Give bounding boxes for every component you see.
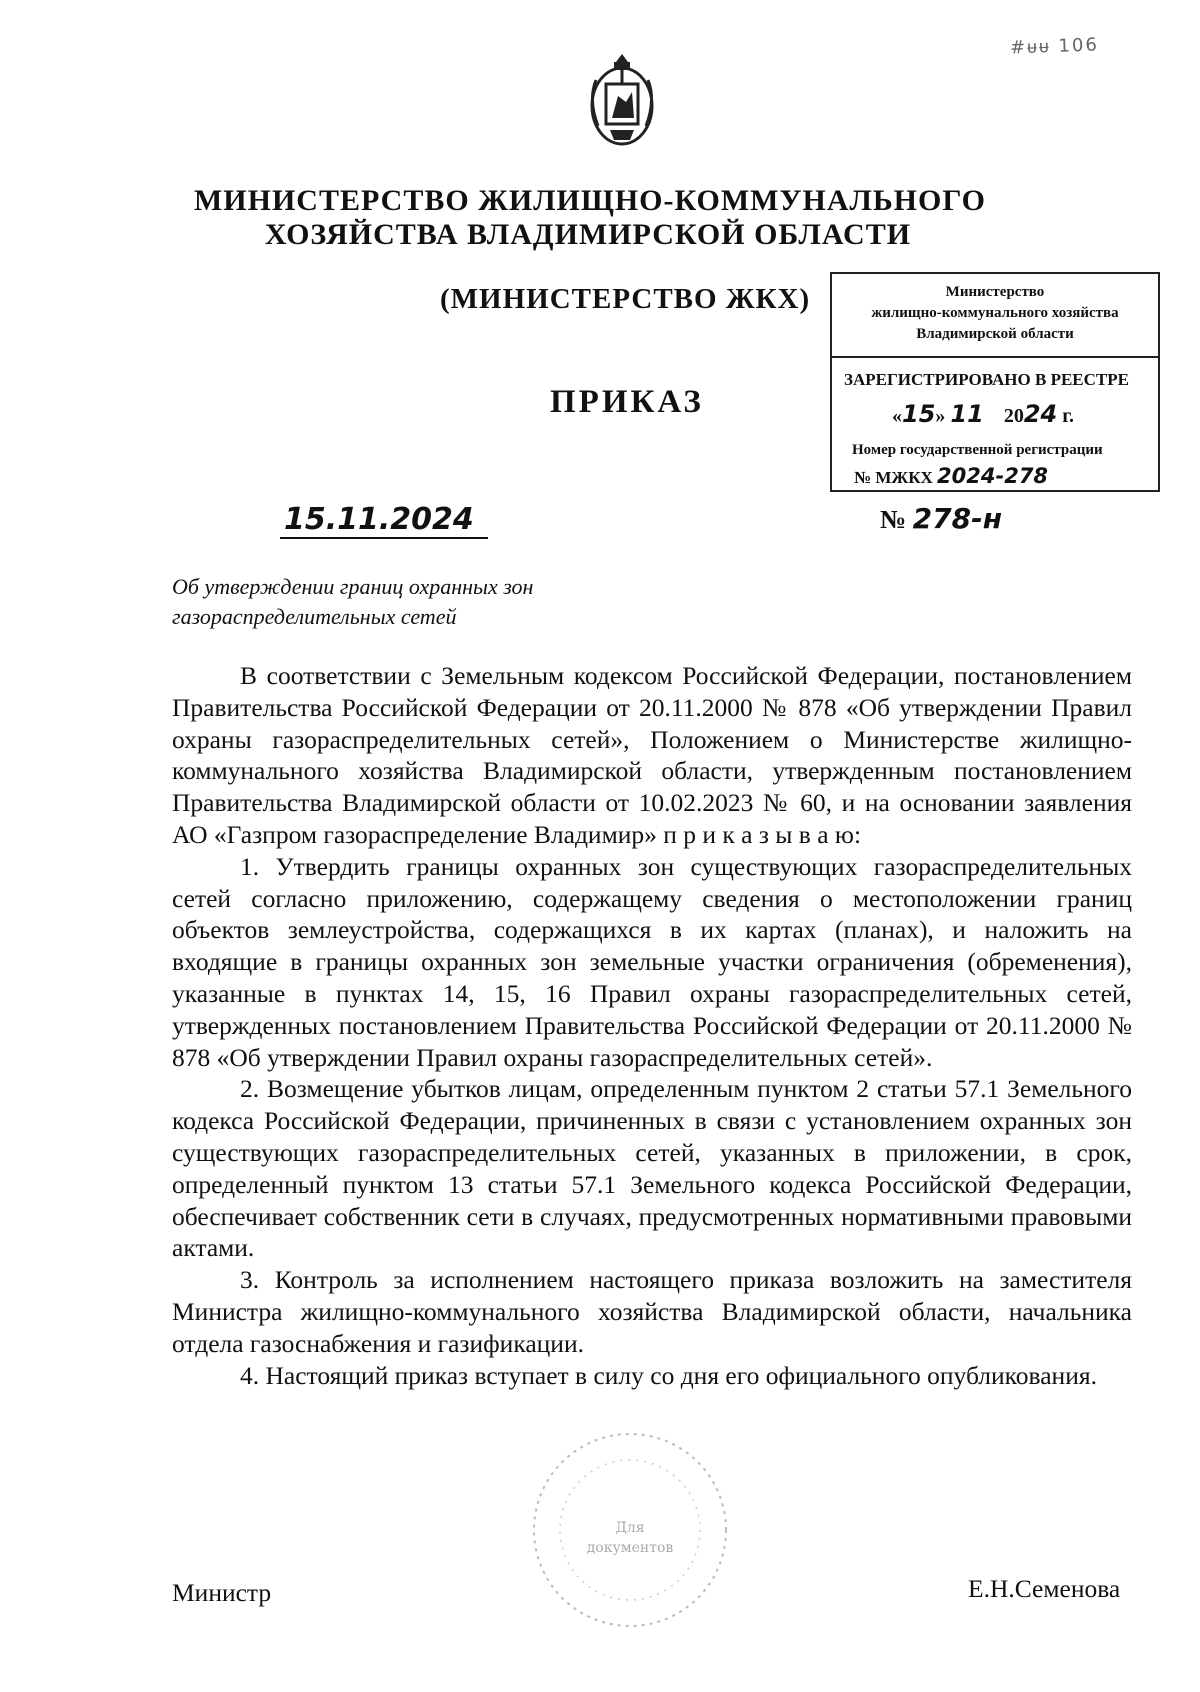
order-number-prefix: № [880, 505, 907, 534]
ministry-name-line1: МИНИСТЕРСТВО ЖИЛИЩНО-КОММУНАЛЬНОГО [193, 184, 987, 217]
handwritten-corner-mark: #ᵾᵾ 106 [1009, 34, 1100, 59]
registry-stamp-date: «15» 11 2024 г. [892, 400, 1075, 428]
coat-of-arms-emblem [586, 50, 658, 150]
document-type-title: ПРИКАЗ [550, 384, 704, 420]
order-item-1: 1. Утвердить границы охранных зон существующих газораспределительных сетей согласно приложению, содержащему сведения о местоположении границ объектов землеустройства, содержащихся в их картах (планах), и наложить на входящие в границы охранных зон земельные участки ограничения (обременения), указанные в пунктах 14, 15, 16 Правил охраны газораспределительных сетей, утвержденных постановлением Правительства Российской Федерации от 20.11.2000 № 878 «Об утверждении Правил охраны газораспределительных сетей». [172, 851, 1132, 1072]
order-body [172, 660, 1132, 1391]
registry-stamp-month: 11 [950, 400, 984, 428]
signatory-position: Министр [172, 1578, 272, 1607]
registry-stamp-year-unit: г. [1062, 405, 1075, 427]
registry-stamp-number [854, 464, 1048, 488]
order-item-3: 3. Контроль за исполнением настоящего приказа возложить на заместителя Министра жилищно-коммунального хозяйства Владимирской области, начальника отдела газоснабжения и газификации. [172, 1265, 1132, 1358]
registry-stamp-org-line2: жилищно-коммунального хозяйства [871, 305, 1119, 321]
ministry-short-name: (МИНИСТЕРСТВО ЖКХ) [440, 283, 811, 315]
order-item-4: 4. Настоящий приказ вступает в силу со дня его официального опубликования. [240, 1360, 1097, 1390]
signatory-name: Е.Н.Семенова [968, 1574, 1121, 1603]
order-subject-line2: газораспределительных сетей [172, 604, 457, 629]
registry-stamp [830, 272, 1160, 492]
order-number-value: 278-н [912, 502, 1003, 535]
registry-stamp-number-prefix: № МЖКХ [854, 468, 933, 487]
registry-stamp-number-value: 2024-278 [937, 464, 1049, 488]
order-date: 15.11.2024 [280, 502, 488, 539]
order-preamble: В соответствии с Земельным кодексом Российской Федерации, постановлением Правительства Российской Федерации от 20.11.2000 № 878 «Об утверждении Правил охраны газораспределительных сетей», Положением о Министерстве жилищно-коммунального хозяйства Владимирской области, утвержденным постановлением Правительства Владимирской области от 10.02.2023 № 60, и на основании заявления АО «Газпром газораспределение Владимир» п р и к а з ы в а ю: [172, 661, 1132, 849]
registry-stamp-year-prefix: 20 [1003, 405, 1024, 427]
ministry-name-line2: ХОЗЯЙСТВА ВЛАДИМИРСКОЙ ОБЛАСТИ [264, 218, 912, 251]
order-subject [172, 572, 533, 632]
registry-stamp-registered-label: ЗАРЕГИСТРИРОВАНО В РЕЕСТРЕ [844, 370, 1129, 389]
seal-text-2: документов [586, 1540, 674, 1556]
official-seal [520, 1420, 740, 1640]
order-number [880, 502, 1002, 535]
registry-stamp-org [832, 282, 1158, 345]
registry-stamp-divider [832, 356, 1158, 358]
registry-stamp-org-line3: Владимирской области [916, 326, 1074, 342]
registry-stamp-day: 15 [902, 400, 936, 428]
order-subject-line1: Об утверждении границ охранных зон [172, 574, 534, 599]
order-item-2: 2. Возмещение убытков лицам, определенным пунктом 2 статьи 57.1 Земельного кодекса Российской Федерации, причиненных в связи с установлением охранных зон существующих газораспределительных сетей, указанных в приложении, в срок, определенный пунктом 13 статьи 57.1 Земельного кодекса Российской Федерации, обеспечивает собственник сети в случаях, предусмотренных нормативными правовыми актами. [172, 1074, 1132, 1263]
registry-stamp-year-suffix: 24 [1023, 400, 1058, 428]
registry-stamp-org-line1: Министерство [945, 284, 1045, 300]
registry-stamp-number-label: Номер государственной регистрации [852, 442, 1103, 458]
seal-text-1: Для [615, 1520, 645, 1536]
